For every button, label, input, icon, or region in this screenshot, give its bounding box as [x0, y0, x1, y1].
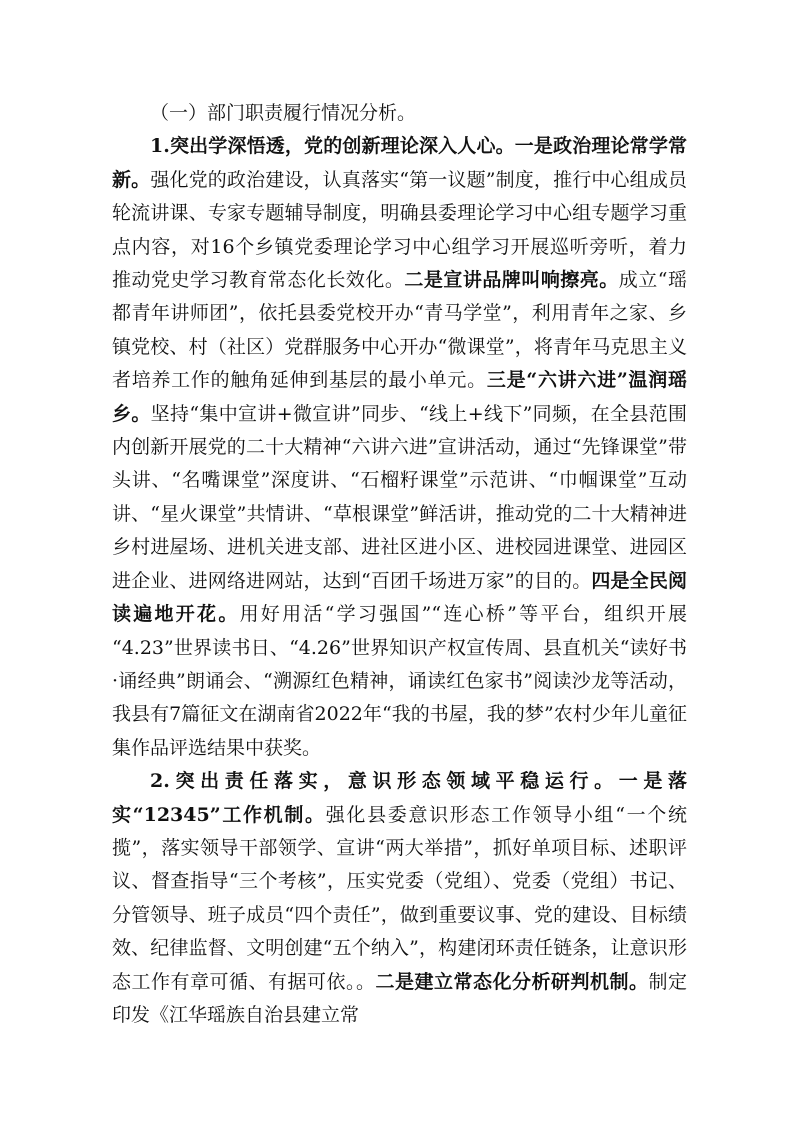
point-2-2-heading: 二是建立常态化分析研判机制。 — [375, 970, 649, 993]
point-2-1-heading: 一是落实“12345”工作机制。 — [112, 770, 687, 826]
point-3-heading: 三是“六讲六进”温润瑶乡。 — [112, 369, 687, 425]
section-heading: （一）部门职责履行情况分析。 — [150, 102, 417, 124]
paragraph-1-title: 1.突出学深悟透，党的创新理论深入人心。 — [150, 135, 515, 158]
paragraph-2 — [112, 765, 687, 1032]
point-1-body: 强化党的政治建设，认真落实“第一议题”制度，推行中心组成员轮流讲课、专家专题辅导制度，明确县委理论学习中心组专题学习重点内容，对16个乡镇党委理论学习中心组学习开展巡听旁听，着力推动党史学习教育常态化长效化。 — [112, 168, 687, 292]
point-2-body: 成立“瑶都青年讲师团”，依托县委党校开办“青马学堂”，利用青年之家、乡镇党校、村（社区）党群服务中心开办“微课堂”，将青年马克思主义者培养工作的触角延伸到基层的最小单元。 — [112, 269, 687, 392]
point-4-heading: 四是全民阅读遍地开花。 — [112, 569, 687, 626]
point-2-heading: 二是宣讲品牌叫响擦亮。 — [404, 269, 619, 292]
point-4-body: 用好用活“学习强国”“连心桥”等平台，组织开展 “4.23”世界读书日、“4.26”世界知识产权宣传周、县直机关“读好书·诵经典”朗诵会、“溯源红色精神，诵读红色家书”阅读沙龙等活动，我县有7篇征文在湖南省2022年“我的书屋，我的梦”农村少年儿童征集作品评选结果中获奖。 — [112, 603, 687, 759]
document-body — [112, 97, 687, 1032]
point-3-body: 坚持“集中宣讲+微宣讲”同步、“线上+线下”同频，在全县范围内创新开展党的二十大精神“六讲六进”宣讲活动，通过“先锋课堂”带头讲、“名嘴课堂”深度讲、“石榴籽课堂”示范讲、“巾帼课堂”互动讲、“星火课堂”共情讲、“草根课堂”鲜活讲，推动党的二十大精神进乡村进屋场、进机关进支部、进社区进小区、进校园进课堂、进园区进企业、进网络进网站，达到“百团千场进万家”的目的。 — [112, 402, 687, 592]
point-2-2-body: 制定印发《江华瑶族自治县建立常 — [112, 970, 687, 1026]
point-1-heading: 一是政治理论常学常新。 — [112, 135, 687, 191]
paragraph-2-title: 2.突出责任落实，意识形态领域平稳运行。 — [150, 770, 619, 793]
paragraph-1 — [112, 130, 687, 765]
point-2-1-body: 强化县委意识形态工作领导小组“一个统揽”，落实领导干部领学、宣讲“两大举措”，抓好单项目标、述职评议、督查指导“三个考核”，压实党委（党组）、党委（党组）书记、分管领导、班子成员“四个责任”，做到重要议事、党的建设、目标绩效、纪律监督、文明创建“五个纳入”，构建闭环责任链条，让意识形态工作有章可循、有据可依。。 — [112, 803, 687, 993]
